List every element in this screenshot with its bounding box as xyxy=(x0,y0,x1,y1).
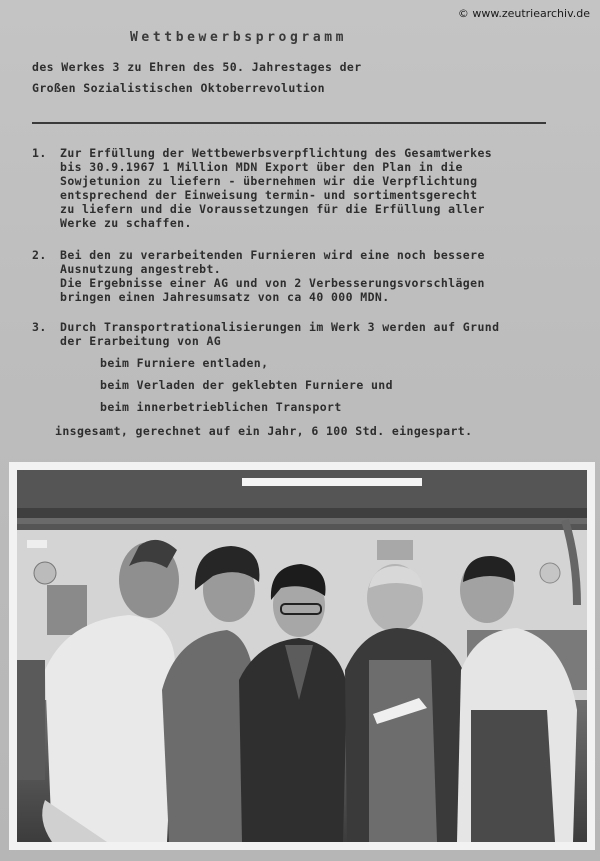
item-2-line: Bei den zu verarbeitenden Furnieren wird eine noch bessere xyxy=(60,248,485,262)
item-1-line: zu liefern und die Voraussetzungen für die Erfüllung aller xyxy=(60,202,485,216)
item-3-number: 3. xyxy=(32,320,47,334)
item-1-line: Zur Erfüllung der Wettbewerbsverpflichtung des Gesamtwerkes xyxy=(60,146,493,160)
document-title: Wettbewerbsprogramm xyxy=(130,30,348,45)
item-3-line: der Erarbeitung von AG xyxy=(60,334,222,348)
item-3-closing: insgesamt, gerechnet auf ein Jahr, 6 100 Std. eingespart. xyxy=(55,424,473,438)
item-3-line: Durch Transportrationalisierungen im Werk 3 werden auf Grund xyxy=(60,320,500,334)
item-2-line: bringen einen Jahresumsatz von ca 40 000 MDN. xyxy=(60,290,390,304)
document-subtitle-line-2: Großen Sozialistischen Oktoberrevolution xyxy=(32,81,325,95)
photo-frame xyxy=(9,462,595,850)
item-1-line: Werke zu schaffen. xyxy=(60,216,192,230)
item-3-sub-line: beim Verladen der geklebten Furniere und xyxy=(100,378,393,392)
item-1-line: Sowjetunion zu liefern - übernehmen wir die Verpflichtung xyxy=(60,174,478,188)
item-3-sub-line: beim Furniere entladen, xyxy=(100,356,269,370)
workshop-photo xyxy=(17,470,587,842)
watermark: © www.zeutriearchiv.de xyxy=(457,7,590,20)
item-2-line: Ausnutzung angestrebt. xyxy=(60,262,222,276)
item-2-line: Die Ergebnisse einer AG und von 2 Verbesserungsvorschlägen xyxy=(60,276,485,290)
item-1-line: entsprechend der Einweisung termin- und sortimentsgerecht xyxy=(60,188,478,202)
document-subtitle-line-1: des Werkes 3 zu Ehren des 50. Jahrestages der xyxy=(32,60,362,74)
item-2-number: 2. xyxy=(32,248,47,262)
item-1-number: 1. xyxy=(32,146,47,160)
divider-rule xyxy=(32,122,546,124)
item-3-sub-line: beim innerbetrieblichen Transport xyxy=(100,400,342,414)
item-1-line: bis 30.9.1967 1 Million MDN Export über den Plan in die xyxy=(60,160,463,174)
